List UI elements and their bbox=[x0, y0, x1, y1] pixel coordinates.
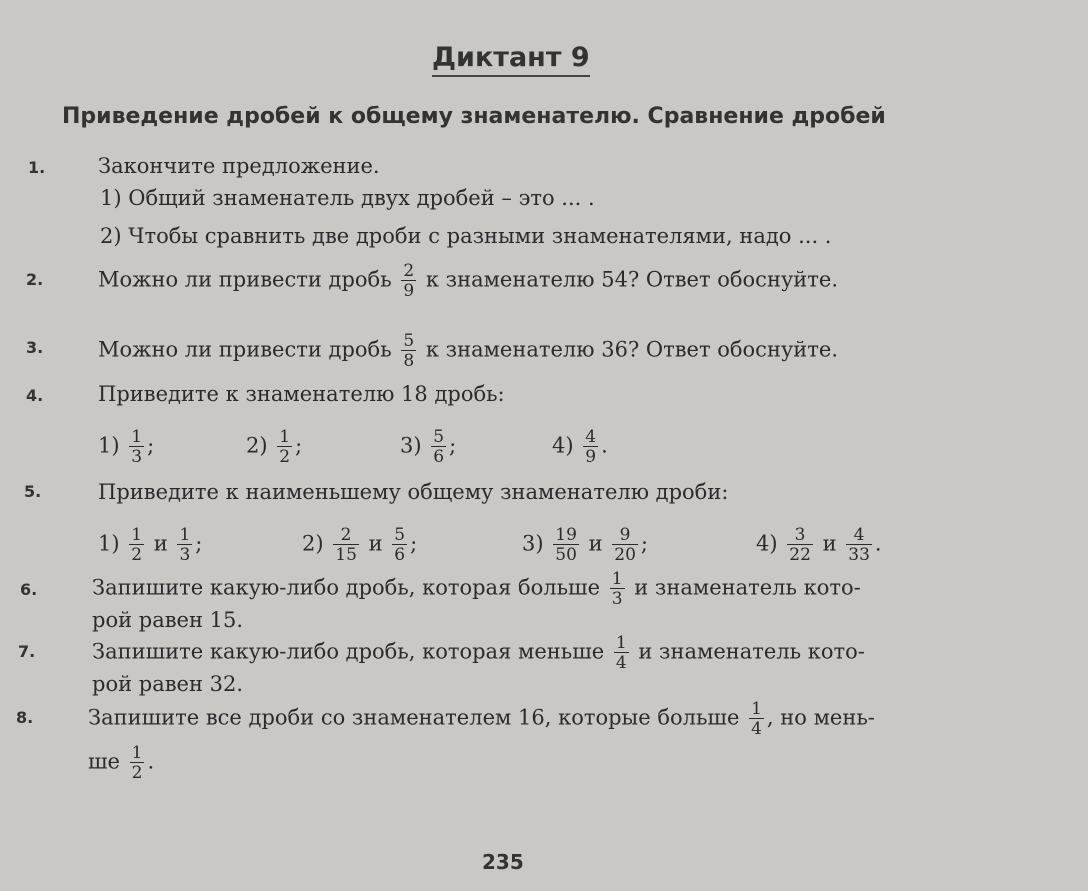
fraction bbox=[401, 262, 416, 300]
task-number: 2. bbox=[26, 270, 44, 289]
denominator: 9 bbox=[585, 447, 597, 467]
numerator: 1 bbox=[179, 525, 191, 545]
page-number: 235 bbox=[482, 850, 524, 874]
fraction bbox=[177, 526, 192, 564]
fraction bbox=[392, 526, 407, 564]
fraction-item bbox=[552, 428, 608, 466]
numerator: 4 bbox=[853, 525, 865, 545]
item-label: 3) bbox=[400, 433, 422, 458]
item-label: 2) bbox=[302, 531, 324, 556]
fraction bbox=[130, 744, 145, 782]
fraction bbox=[277, 428, 292, 466]
fraction-pair-item bbox=[756, 526, 882, 564]
denominator: 4 bbox=[751, 719, 762, 739]
fraction bbox=[846, 526, 872, 564]
denominator: 2 bbox=[131, 545, 143, 565]
task-text bbox=[92, 634, 865, 672]
punctuation: ; bbox=[147, 433, 155, 458]
task-number: 1. bbox=[28, 158, 46, 177]
fraction bbox=[431, 428, 446, 466]
task-text-before: Запишите все дроби со знаменателем 16, которые больше bbox=[88, 705, 740, 730]
task-number: 6. bbox=[20, 580, 38, 599]
item-label: 4) bbox=[552, 433, 574, 458]
fraction-item bbox=[98, 428, 154, 466]
fraction-pair-item bbox=[98, 526, 202, 564]
task-number: 7. bbox=[18, 642, 36, 661]
fraction bbox=[129, 526, 144, 564]
task-text: Закончите предложение. bbox=[98, 154, 380, 178]
denominator: 33 bbox=[848, 545, 870, 565]
punctuation: ; bbox=[295, 433, 303, 458]
punctuation: ; bbox=[449, 433, 457, 458]
punctuation: ; bbox=[640, 531, 648, 556]
denominator: 22 bbox=[789, 545, 811, 565]
fraction-item bbox=[400, 428, 456, 466]
task-text: 2) Чтобы сравнить две дроби с разными знаменателями, надо ... . bbox=[100, 224, 832, 248]
denominator: 3 bbox=[131, 447, 143, 467]
task-text bbox=[98, 332, 838, 370]
numerator: 4 bbox=[585, 427, 597, 447]
numerator: 1 bbox=[615, 633, 627, 653]
denominator: 4 bbox=[615, 653, 627, 673]
numerator: 5 bbox=[394, 525, 406, 545]
task-text-before: Можно ли привести дробь bbox=[98, 337, 392, 362]
numerator: 1 bbox=[131, 427, 143, 447]
conjunction: и bbox=[588, 531, 603, 556]
numerator: 1 bbox=[279, 427, 291, 447]
task-text-after: и знаменатель кото- bbox=[638, 639, 865, 664]
task-number: 5. bbox=[24, 482, 42, 501]
denominator: 3 bbox=[611, 589, 623, 609]
numerator: 19 bbox=[555, 525, 577, 545]
fraction bbox=[333, 526, 359, 564]
task-text-before: Можно ли привести дробь bbox=[98, 267, 392, 292]
task-number: 4. bbox=[26, 386, 44, 405]
numerator: 1 bbox=[751, 699, 762, 719]
fraction bbox=[129, 428, 144, 466]
fraction-pair-item bbox=[522, 526, 648, 564]
numerator: 1 bbox=[131, 525, 143, 545]
conjunction: и bbox=[153, 531, 168, 556]
denominator: 2 bbox=[279, 447, 291, 467]
denominator: 9 bbox=[403, 281, 415, 301]
punctuation: . bbox=[874, 531, 882, 556]
conjunction: и bbox=[368, 531, 383, 556]
denominator: 20 bbox=[614, 545, 636, 565]
task-text-after: , но мень- bbox=[766, 705, 875, 730]
page-title: Диктант 9 bbox=[432, 42, 590, 77]
denominator: 15 bbox=[335, 545, 357, 565]
task-text-before: ше bbox=[88, 749, 120, 774]
item-label: 2) bbox=[246, 433, 268, 458]
numerator: 2 bbox=[403, 261, 415, 281]
denominator: 8 bbox=[403, 351, 415, 371]
task-text: Приведите к знаменателю 18 дробь: bbox=[98, 382, 505, 406]
task-number: 3. bbox=[26, 338, 44, 357]
punctuation: ; bbox=[195, 531, 203, 556]
task-text-after: к знаменателю 36? Ответ обоснуйте. bbox=[425, 337, 839, 362]
punctuation: ; bbox=[410, 531, 418, 556]
numerator: 5 bbox=[403, 331, 415, 351]
fraction-pair-item bbox=[302, 526, 417, 564]
numerator: 9 bbox=[619, 525, 631, 545]
item-label: 1) bbox=[98, 433, 120, 458]
numerator: 1 bbox=[131, 743, 143, 763]
numerator: 5 bbox=[433, 427, 445, 447]
denominator: 2 bbox=[131, 763, 143, 783]
fraction bbox=[749, 700, 764, 738]
task-number: 8. bbox=[16, 708, 34, 727]
task-text-before: Запишите какую-либо дробь, которая больше bbox=[92, 575, 601, 600]
denominator: 6 bbox=[394, 545, 406, 565]
denominator: 50 bbox=[555, 545, 577, 565]
task-text bbox=[92, 570, 861, 608]
punctuation: . bbox=[601, 433, 608, 458]
punctuation: . bbox=[147, 749, 155, 774]
denominator: 3 bbox=[179, 545, 191, 565]
fraction bbox=[787, 526, 813, 564]
numerator: 3 bbox=[794, 525, 806, 545]
fraction bbox=[553, 526, 579, 564]
fraction bbox=[401, 332, 416, 370]
item-label: 1) bbox=[98, 531, 120, 556]
task-text: Приведите к наименьшему общему знаменателю дроби: bbox=[98, 480, 729, 504]
task-text bbox=[88, 744, 154, 782]
denominator: 6 bbox=[433, 447, 445, 467]
item-label: 4) bbox=[756, 531, 778, 556]
fraction bbox=[614, 634, 629, 672]
fraction bbox=[583, 428, 598, 466]
task-text bbox=[88, 700, 875, 738]
task-text-after: и знаменатель кото- bbox=[634, 575, 861, 600]
conjunction: и bbox=[822, 531, 837, 556]
numerator: 2 bbox=[340, 525, 352, 545]
section-subtitle: Приведение дробей к общему знаменателю. Сравнение дробей bbox=[62, 104, 886, 129]
item-label: 3) bbox=[522, 531, 544, 556]
task-text: рой равен 32. bbox=[92, 672, 244, 696]
task-text-after: к знаменателю 54? Ответ обоснуйте. bbox=[425, 267, 839, 292]
fraction bbox=[612, 526, 638, 564]
numerator: 1 bbox=[611, 569, 623, 589]
fraction bbox=[610, 570, 625, 608]
task-text-before: Запишите какую-либо дробь, которая меньше bbox=[92, 639, 605, 664]
task-text: рой равен 15. bbox=[92, 608, 244, 632]
fraction-item bbox=[246, 428, 302, 466]
task-text bbox=[98, 262, 838, 300]
task-text: 1) Общий знаменатель двух дробей – это ... . bbox=[100, 186, 595, 210]
